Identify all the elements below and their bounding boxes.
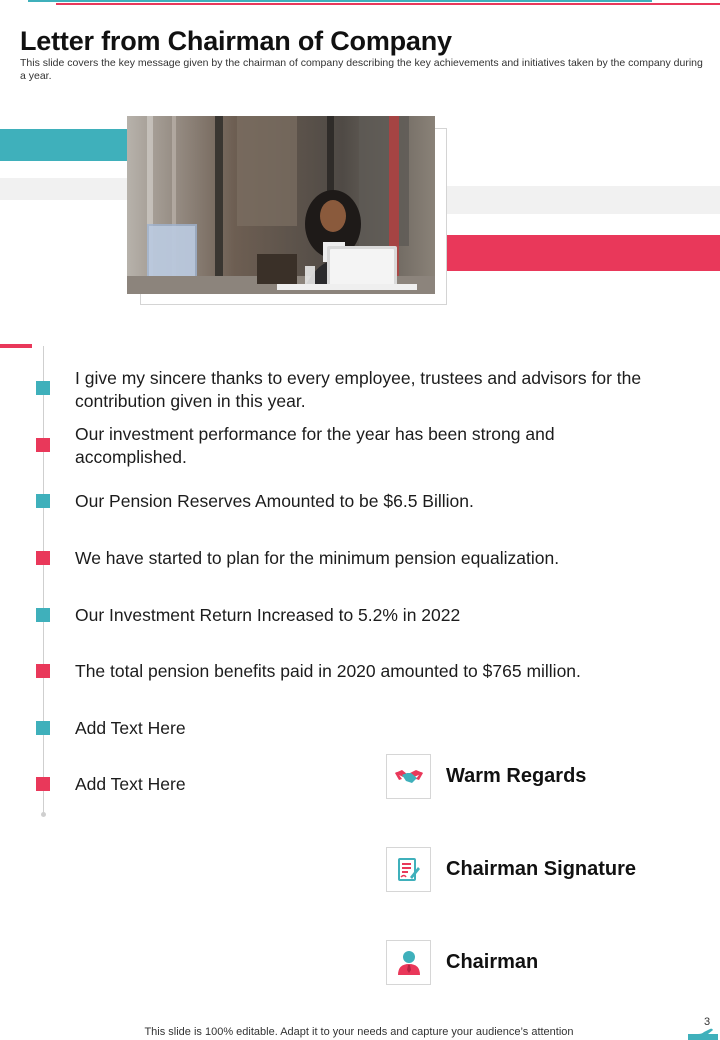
- top-accent-line-teal: [28, 0, 652, 2]
- bullet-marker: [36, 664, 50, 678]
- signoff-label: Warm Regards: [446, 765, 587, 787]
- signoff-label: Chairman: [446, 951, 539, 973]
- page-subtitle: This slide covers the key message given by the chairman of company describing the key achievements and initiatives taken by the company during a year.: [20, 57, 703, 82]
- bullet-marker: [36, 438, 50, 452]
- hand-corner-icon: [688, 1026, 718, 1040]
- footer-note: [0, 1026, 720, 1038]
- point-7: Add Text Here: [75, 718, 186, 738]
- point-8: Add Text Here: [75, 774, 186, 794]
- bullet-marker: [36, 494, 50, 508]
- point-3: Our Pension Reserves Amounted to be $6.5 Billion.: [75, 491, 474, 511]
- signoff-label: Chairman Signature: [446, 858, 637, 880]
- decor-band-red: [435, 235, 720, 271]
- chairman-photo: [127, 116, 435, 294]
- footer-note-text: This slide is 100% editable. Adapt it to your needs and capture your audience’s attention: [144, 1026, 574, 1038]
- signoff-chairman: [386, 940, 696, 986]
- bullet-marker: [36, 608, 50, 622]
- bullet-marker: [36, 721, 50, 735]
- point-5: Our Investment Return Increased to 5.2% in 2022: [75, 605, 461, 625]
- decor-band-grey-right: [435, 186, 720, 214]
- point-1: I give my sincere thanks to every employee, trustees and advisors for the contribution given in this year.: [75, 368, 642, 411]
- signature-document-icon: [386, 847, 431, 892]
- photo-woman-laptop: [127, 116, 435, 294]
- timeline-line: [43, 346, 44, 816]
- decor-band-teal: [0, 129, 127, 161]
- signoff-warm-regards: [386, 754, 696, 800]
- signoff-chairman-signature: [386, 847, 696, 893]
- person-icon: [386, 940, 431, 985]
- point-4: We have started to plan for the minimum pension equalization.: [75, 548, 560, 568]
- page-title: Letter from Chairman of Company: [20, 26, 452, 56]
- timeline-end-dot: [41, 812, 46, 817]
- timeline-accent-bar: [0, 344, 32, 348]
- bullet-marker: [36, 777, 50, 791]
- point-2: Our investment performance for the year has been strong and accomplished.: [75, 424, 555, 467]
- top-accent-line-red: [56, 3, 720, 5]
- page-number: 3: [704, 1016, 711, 1028]
- handshake-icon: [386, 754, 431, 799]
- bullet-marker: [36, 381, 50, 395]
- bullet-marker: [36, 551, 50, 565]
- point-6: The total pension benefits paid in 2020 amounted to $765 million.: [75, 661, 581, 681]
- decor-band-grey-left: [0, 178, 127, 200]
